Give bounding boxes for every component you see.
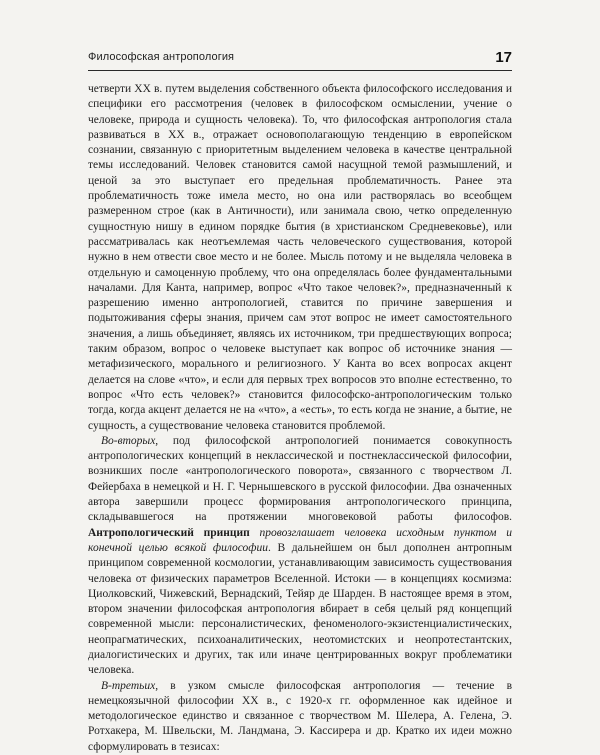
paragraph-2-text-continued: . В дальнейшем он был дополнен антропным принципом современной космологии, устанавливающим зависимость существования человека от физических параметров Вселенной. Истоки — в концепциях космизма: Циолковский, Чижевский, Вернадский, Тейяр де Шарден. В настоящее время в этом, втором значении философская антропология вбирает в себя целый ряд концепций современной мысли: персоналистических, феноменолого-экзистенциалистических, неопрагматических, психоаналитических, неотомистских и неопротестантских, диалогистических и других, так или иначе центрированных вокруг проблематики человека. xyxy=(88,541,512,677)
paragraph-3 xyxy=(88,679,512,755)
paragraph-2-lead: Во-вторых xyxy=(101,434,156,447)
paragraph-3-text: , в узком смысле философская антропология — течение в немецкоязычной философии XX в., с 1920-х гг. оформленное как идейное и методологическое единство и связанное с творчеством М. Шелера, А. Гелена, Э. Ротхакера, М. Швельски, М. Ландмана, Э. Кассирера и др. Кратко их идеи можно сформулировать в тезисах: xyxy=(88,679,512,753)
paragraph-1-text: четверти XX в. путем выделения собственного объекта философского исследования и специфики его рассмотрения (человек в философском осмыслении, учение о человеке, природа и сущность человека). То, что философская антропология стала развиваться в XX в., отражает основополагающую тенденцию в европейском сознании, связанную с приоритетным выделением человека в качестве центральной темы исследований. Человек становится самой насущной темой размышлений, и ценой за это выступает его предельная проблематичность. Ранее эта проблематичность тоже имела место, но она или растворялась во всеобщем размеренном строе (как в Античности), или занимала свою, четко определенную сущностную нишу в едином порядке бытия (в христианском Средневековье), или рассматривалась как неотъемлемая часть человеческого существования, которой нужно в нем отвести свое место и не более. Мысль потому и не выделяла человека в отдельную и самоценную проблему, что она определялась более фундаментальными началами. Для Канта, например, вопрос «Что такое человек?», предназначенный к разрешению именно антропологией, ставится по причине завершения и подытоживания сферы знания, причем сам этот вопрос не имеет самостоятельного значения, а лишь объединяет, являясь их источником, три предшествующих вопроса; таким образом, вопрос о человеке выступает как вопрос об источнике знания — метафизического, морального и религиозного. У Канта во всех вопросах акцент делается на слове «что», и если для первых трех вопросов это вполне естественно, то вопрос «Что есть человек?» становится философско-антропологическим только тогда, когда акцент делается не на «что», а «есть», то есть когда не знание, а бытие, не сущность, а существование человека становится проблемой. xyxy=(88,83,512,432)
paragraph-1 xyxy=(88,82,512,434)
paragraph-2-italic-definition: провозглашает человека исходным пунктом и конечной целью всякой философии xyxy=(88,526,512,554)
paragraph-3-lead: В-третьих xyxy=(101,679,156,692)
paragraph-2-text: , под философской антропологией понимается совокупность антропологических концепций в неклассической и постнеклассической философии, возникших после «антропологического поворота», связанного с творчеством Л. Фейербаха в немецкой и Н. Г. Чернышевского в русской философии. Два означенных автора завершили процесс формирования антропологического принципа, складывавшегося на протяжении многовековой работы философов. xyxy=(88,434,512,524)
page-header xyxy=(88,50,512,71)
running-head: Философская антропология xyxy=(88,51,235,63)
page-body xyxy=(88,82,512,755)
paragraph-2-bold-term: Антропологический принцип xyxy=(88,526,250,539)
paragraph-2 xyxy=(88,434,512,679)
page-number: 17 xyxy=(495,49,512,66)
